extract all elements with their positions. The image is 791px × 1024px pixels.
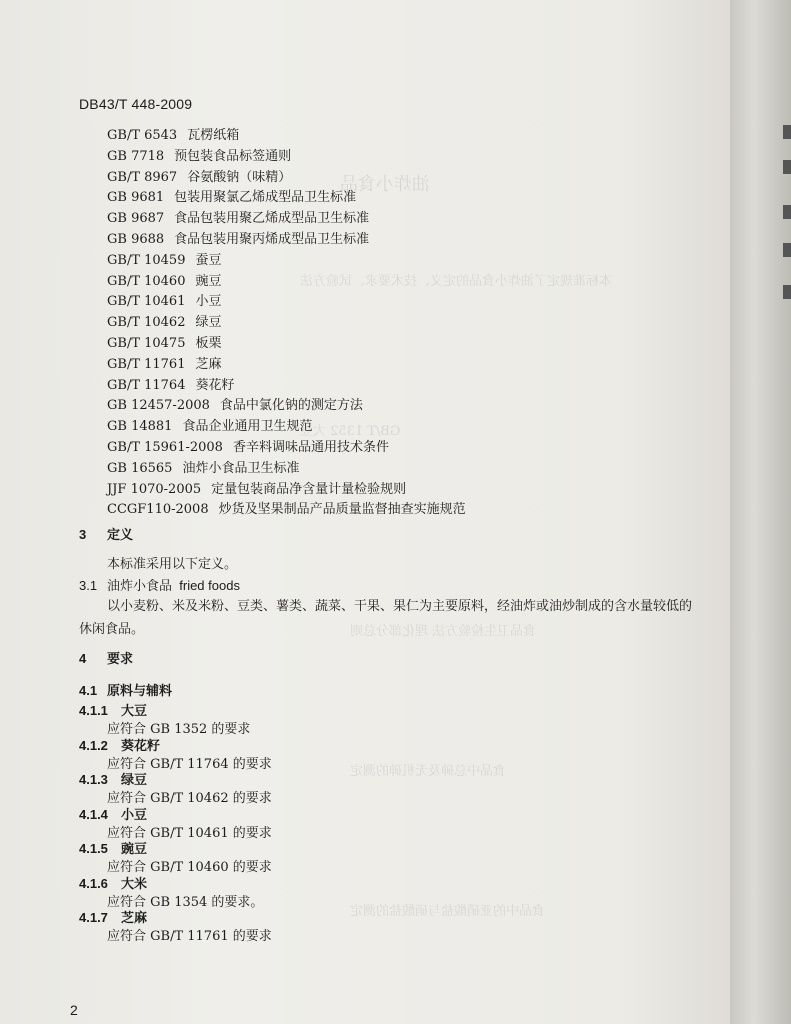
reference-item <box>107 207 369 226</box>
requirement-heading <box>79 804 147 823</box>
reference-title: 炒货及坚果制品产品质量监督抽查实施规范 <box>218 502 466 518</box>
reference-item <box>107 290 222 309</box>
requirement-heading <box>79 700 147 719</box>
reference-code: GB/T 11764 <box>107 377 186 393</box>
edge-mark <box>783 243 791 257</box>
reference-title: 油炸小食品卫生标准 <box>182 460 300 476</box>
page-number: 2 <box>70 1002 78 1018</box>
reference-code: GB/T 10475 <box>107 336 186 351</box>
section-number: 4.1 <box>79 683 98 698</box>
section-title: 要求 <box>107 651 134 666</box>
requirement-text: 应符合 GB/T 10462 的要求 <box>107 791 272 806</box>
requirement-heading <box>79 907 147 926</box>
reference-title: 包装用聚氯乙烯成型品卫生标准 <box>174 190 357 206</box>
requirement-heading <box>79 735 160 754</box>
section-title: 定义 <box>107 527 134 542</box>
reference-item <box>107 353 222 372</box>
requirement-heading <box>79 838 147 857</box>
requirement-number: 4.1.2 <box>79 737 108 753</box>
section-3-heading <box>79 524 133 543</box>
requirement-number: 4.1.3 <box>79 772 108 787</box>
requirement-text: 应符合 GB/T 11761 的要求 <box>107 929 272 944</box>
requirement-title: 芝麻 <box>121 910 148 925</box>
section-number: 4 <box>79 651 87 666</box>
requirement-title: 小豆 <box>121 806 148 822</box>
definition-term-en: fried foods <box>179 578 240 593</box>
reference-item <box>107 124 239 143</box>
definition-text: 以小麦粉、米及米粉、豆类、薯类、蔬菜、干果、果仁为主要原料，经油炸或油炒制成的含水量较低的休闲食品。 <box>79 599 693 637</box>
requirement-text: 应符合 GB 1352 的要求 <box>107 722 251 737</box>
requirement-heading <box>79 769 147 788</box>
edge-mark <box>783 205 791 219</box>
reference-title: 蚕豆 <box>195 252 222 268</box>
requirement-text: 应符合 GB/T 10461 的要求 <box>107 825 272 841</box>
requirement-number: 4.1.7 <box>79 910 108 925</box>
section-number: 3 <box>79 527 87 542</box>
reference-title: 香辛料调味品通用技术条件 <box>232 440 389 455</box>
requirement-text: 应符合 GB/T 10460 的要求 <box>107 860 272 875</box>
reference-item <box>107 457 299 476</box>
bleed-through-text: 食品中总砷及无机砷的测定 <box>350 764 507 779</box>
reference-title: 预包装食品标签通则 <box>174 148 292 164</box>
reference-code: GB 12457-2008 <box>107 398 210 414</box>
document-code-header: DB43/T 448-2009 <box>79 96 193 112</box>
reference-item <box>107 166 291 185</box>
requirement-number: 4.1.4 <box>79 806 108 822</box>
reference-item <box>107 332 222 351</box>
reference-item <box>107 145 291 164</box>
reference-title: 板栗 <box>195 336 222 351</box>
requirement-title: 豌豆 <box>121 841 148 856</box>
reference-item <box>107 394 363 413</box>
reference-item <box>107 249 222 268</box>
section-4-1-heading <box>79 680 172 699</box>
requirement-heading <box>79 873 147 892</box>
reference-title: 豌豆 <box>195 273 222 289</box>
reference-code: GB 9688 <box>107 232 165 247</box>
reference-title: 定量包装商品净含量计量检验规则 <box>211 481 407 497</box>
bleed-through-text: 本标准规定了油炸小食品的定义、技术要求、试验方法 <box>300 274 613 289</box>
requirement-number: 4.1.5 <box>79 841 108 856</box>
reference-code: GB/T 8967 <box>107 169 178 185</box>
reference-item <box>107 478 406 497</box>
reference-code: CCGF110-2008 <box>107 502 209 518</box>
reference-title: 芝麻 <box>195 356 222 372</box>
reference-title: 小豆 <box>195 294 222 310</box>
reference-item <box>107 498 466 517</box>
bleed-through-text: 食品卫生检验方法 理化部分总则 <box>350 624 537 639</box>
reference-title: 谷氨酸钠（味精） <box>187 169 292 185</box>
reference-item <box>107 186 356 205</box>
reference-title: 瓦楞纸箱 <box>187 128 240 143</box>
book-gutter <box>730 0 791 1024</box>
reference-code: GB 9687 <box>107 211 165 227</box>
requirement-text: 应符合 GB/T 11764 的要求 <box>107 756 272 772</box>
reference-title: 葵花籽 <box>195 377 235 393</box>
section-4-heading <box>79 648 133 667</box>
definition-number: 3.1 <box>79 578 98 593</box>
reference-code: GB/T 10462 <box>107 315 186 331</box>
reference-title: 食品中氯化钠的测定方法 <box>219 398 363 414</box>
reference-title: 食品包装用聚乙烯成型品卫生标准 <box>174 211 370 227</box>
section-3-intro: 本标准采用以下定义。 <box>107 557 238 572</box>
reference-title: 食品包装用聚丙烯成型品卫生标准 <box>174 232 370 247</box>
definition-term: 油炸小食品 <box>107 578 173 593</box>
reference-item <box>107 415 312 434</box>
reference-code: GB/T 11761 <box>107 356 186 372</box>
requirement-number: 4.1.6 <box>79 875 108 891</box>
reference-title: 食品企业通用卫生规范 <box>182 419 313 435</box>
reference-title: 绿豆 <box>195 315 222 331</box>
reference-code: GB 9681 <box>107 190 165 206</box>
reference-item <box>107 270 222 289</box>
reference-code: GB/T 15961-2008 <box>107 440 223 455</box>
reference-code: GB 7718 <box>107 148 165 164</box>
section-title: 原料与辅料 <box>107 683 173 698</box>
requirement-number: 4.1.1 <box>79 703 108 718</box>
requirement-title: 大豆 <box>121 703 148 718</box>
requirement-title: 绿豆 <box>121 772 148 787</box>
reference-item <box>107 311 222 330</box>
requirement-title: 葵花籽 <box>121 737 161 753</box>
requirement-text: 应符合 GB 1354 的要求。 <box>107 894 264 910</box>
reference-code: GB 14881 <box>107 419 173 435</box>
reference-item <box>107 374 235 393</box>
reference-item <box>107 228 369 247</box>
bleed-through-text: 油炸小食品 <box>340 174 430 195</box>
bleed-through-text: 食品中的亚硝酸盐与硝酸盐的测定 <box>350 904 546 919</box>
reference-code: JJF 1070-2005 <box>107 481 202 497</box>
reference-code: GB/T 6543 <box>107 128 178 143</box>
reference-code: GB/T 10461 <box>107 294 186 310</box>
reference-code: GB/T 10459 <box>107 252 186 268</box>
reference-item <box>107 436 389 455</box>
definition-3-1 <box>79 575 240 594</box>
edge-mark <box>783 125 791 139</box>
edge-mark <box>783 160 791 174</box>
reference-code: GB/T 10460 <box>107 273 186 289</box>
reference-code: GB 16565 <box>107 460 173 476</box>
bleed-through-text: GB/T 1352 大豆 <box>300 424 401 439</box>
edge-mark <box>783 285 791 299</box>
requirement-title: 大米 <box>121 875 148 891</box>
